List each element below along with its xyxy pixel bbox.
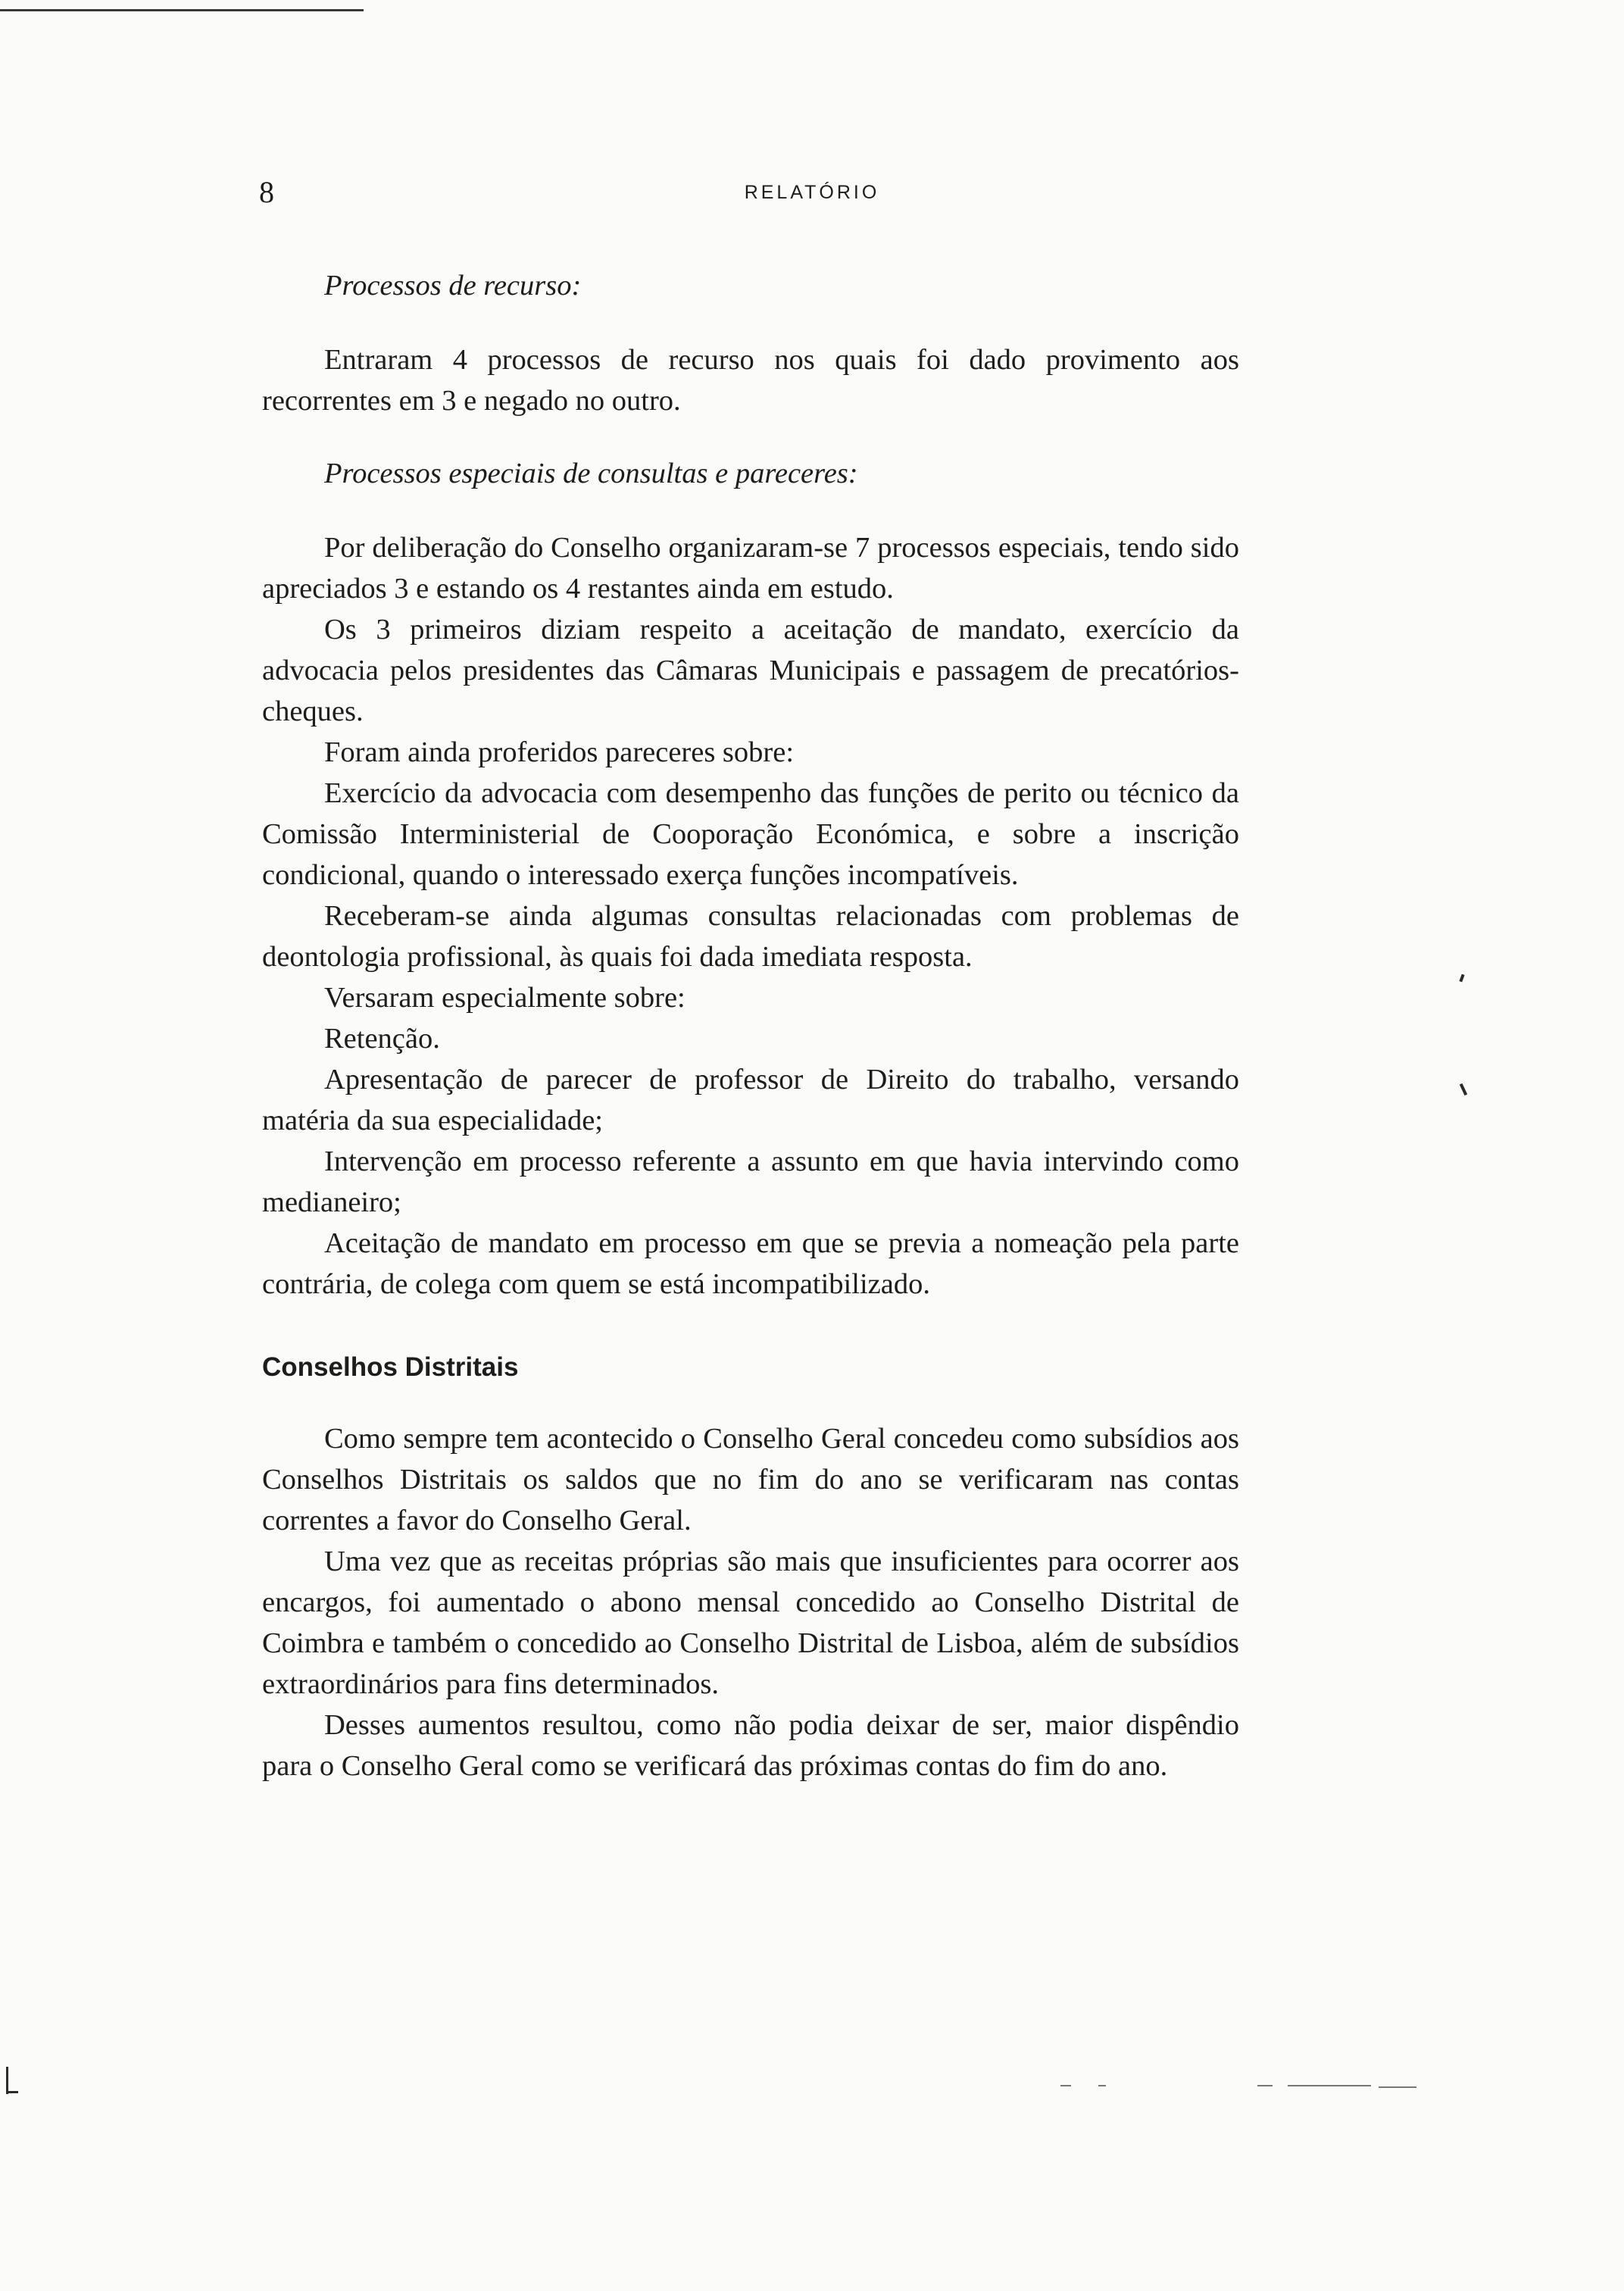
scan-mark-bottom-left-tail bbox=[6, 2091, 18, 2093]
consultas-paragraph-5: Receberam-se ainda algumas consultas relacionadas com problemas de deontologia profissional, às quais foi dada imediata resposta. bbox=[262, 900, 1239, 973]
page-body bbox=[262, 265, 1239, 1786]
page-number: 8 bbox=[259, 175, 274, 209]
running-title: RELATÓRIO bbox=[744, 182, 880, 203]
consultas-paragraph-1: Por deliberação do Conselho organizaram-se 7 processos especiais, tendo sido apreciados 3 e estando os 4 restantes ainda em estudo. bbox=[262, 532, 1239, 605]
consultas-paragraph-8: Apresentação de parecer de professor de Direito do trabalho, versando matéria da sua especialidade; bbox=[262, 1064, 1239, 1136]
scan-dots-bottom-4 bbox=[1288, 2085, 1371, 2086]
distritais-paragraph-2: Uma vez que as receitas próprias são mais que insuficientes para ocorrer aos encargos, foi aumentado o abono mensal concedido ao Conselho Distrital de Coimbra e também o concedido ao Conselho Distrital de Lisboa, além de subsídios extraordinários para fins determinados. bbox=[262, 1546, 1239, 1700]
consultas-paragraph-10: Aceitação de mandato em processo em que se previa a nomeação pela parte contrária, de colega com quem se está incompatibilizado. bbox=[262, 1227, 1239, 1300]
scan-top-rule bbox=[0, 9, 364, 11]
consultas-paragraph-6: Versaram especialmente sobre: bbox=[324, 982, 686, 1014]
consultas-paragraph-7: Retenção. bbox=[324, 1023, 440, 1055]
scan-dots-bottom-5 bbox=[1379, 2086, 1416, 2088]
scan-speck-right-1 bbox=[1459, 974, 1464, 983]
consultas-paragraph-2: Os 3 primeiros diziam respeito a aceitação de mandato, exercício da advocacia pelos presidentes das Câmaras Municipais e passagem de precatórios-cheques. bbox=[262, 614, 1239, 727]
scan-dots-bottom-1 bbox=[1060, 2085, 1071, 2086]
distritais-heading: Conselhos Distritais bbox=[262, 1352, 519, 1382]
recurso-heading: Processos de recurso: bbox=[324, 270, 582, 302]
scan-mark-bottom-left bbox=[6, 2067, 8, 2094]
consultas-paragraph-4: Exercício da advocacia com desempenho das funções de perito ou técnico da Comissão Interministerial de Cooporação Económica, e sobre a inscrição condicional, quando o interessado exerça funções incompatíveis. bbox=[262, 777, 1239, 891]
scan-dots-bottom-3 bbox=[1257, 2085, 1273, 2086]
scan-speck-right-2 bbox=[1460, 1083, 1467, 1095]
scan-dots-bottom-2 bbox=[1098, 2085, 1106, 2086]
consultas-heading: Processos especiais de consultas e pareceres: bbox=[324, 458, 858, 489]
distritais-paragraph-1: Como sempre tem acontecido o Conselho Geral concedeu como subsídios aos Conselhos Distritais os saldos que no fim do ano se verificaram nas contas correntes a favor do Conselho Geral. bbox=[262, 1423, 1239, 1536]
distritais-paragraph-3: Desses aumentos resultou, como não podia deixar de ser, maior dispêndio para o Conselho Geral como se verificará das próximas contas do fim do ano. bbox=[262, 1709, 1239, 1782]
recurso-paragraph-1: Entraram 4 processos de recurso nos quais foi dado provimento aos recorrentes em 3 e negado no outro. bbox=[262, 344, 1239, 417]
consultas-paragraph-3: Foram ainda proferidos pareceres sobre: bbox=[324, 736, 795, 768]
consultas-paragraph-9: Intervenção em processo referente a assunto em que havia intervindo como medianeiro; bbox=[262, 1146, 1239, 1218]
